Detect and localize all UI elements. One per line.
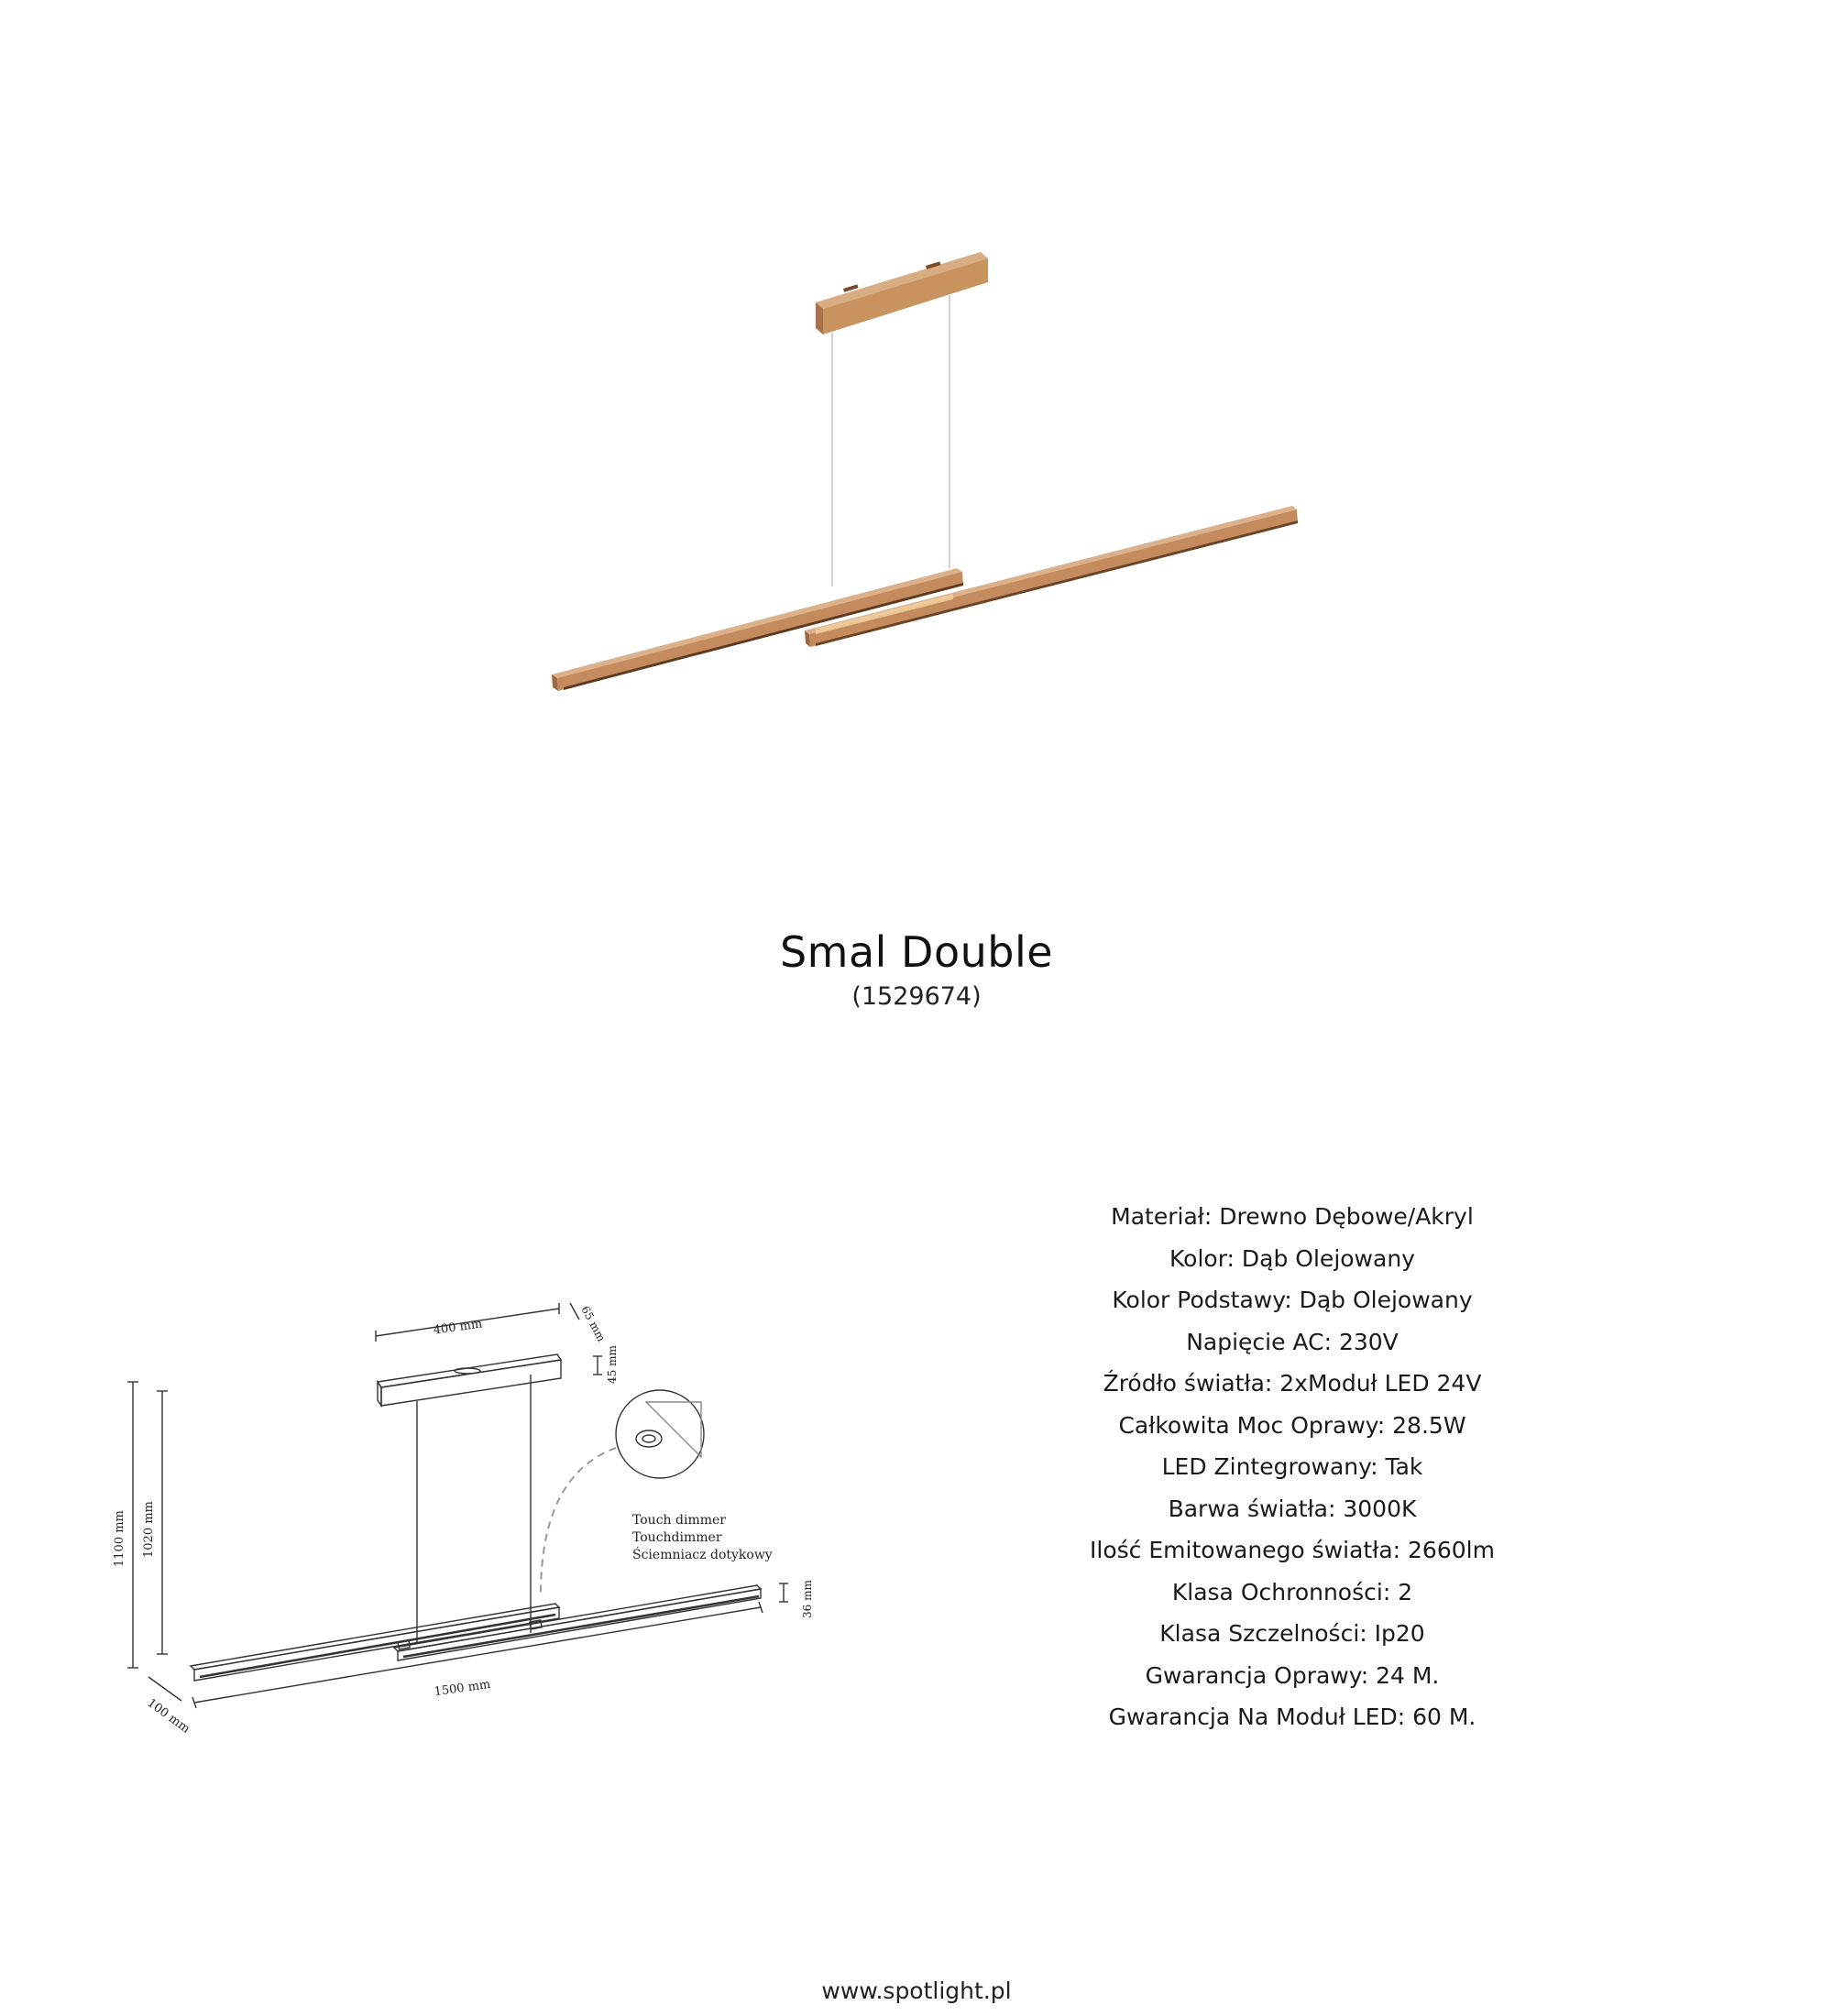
dim-total-height: 1100 mm [113,1510,126,1567]
dimension-diagram [110,1283,825,1741]
spec-voltage: Napięcie AC: 230V [1186,1328,1399,1355]
website-link[interactable]: www.spotlight.pl [821,1978,1012,2004]
spec-protection-class: Klasa Ochronności: 2 [1171,1578,1413,1605]
spec-led-warranty: Gwarancja Na Moduł LED: 60 M. [1108,1704,1476,1730]
spec-list [1045,1196,1540,1738]
product-code: (1529674) [851,982,982,1011]
front-bar [552,568,963,691]
dim-base-width: 400 mm [432,1317,484,1338]
spec-color: Kolor: Dąb Olejowany [1169,1244,1415,1272]
product-name: Smal Double [779,927,1054,977]
spec-total-power: Całkowita Moc Oprawy: 28.5W [1118,1411,1466,1439]
dimmer-label-de: Touchdimmer [632,1530,722,1545]
dim-cable-height: 1020 mm [142,1501,156,1558]
spec-fixture-warranty: Gwarancja Oprawy: 24 M. [1145,1661,1440,1689]
dim-base-height: 45 mm [606,1345,619,1384]
dimmer-label-pl: Ściemniacz dotykowy [632,1548,773,1562]
spec-base-color: Kolor Podstawy: Dąb Olejowany [1112,1287,1473,1313]
spec-luminous-flux: Ilość Emitowanego światła: 2660lm [1090,1537,1495,1563]
title-block [0,927,1833,1011]
canopy [816,252,988,334]
dim-bar-depth: 100 mm [144,1696,192,1737]
dimmer-label-en: Touch dimmer [632,1513,726,1528]
spec-ip-rating: Klasa Szczelności: Ip20 [1159,1620,1425,1647]
spec-material: Materiał: Drewno Dębowe/Akryl [1111,1203,1474,1230]
product-image [513,220,1320,715]
spec-light-source: Źródło światła: 2xModuł LED 24V [1103,1370,1482,1397]
dim-bar-height: 36 mm [801,1580,814,1618]
back-bar [805,506,1298,647]
dim-base-depth: 65 mm [578,1303,609,1344]
spec-color-temperature: Barwa światła: 3000K [1168,1495,1417,1522]
dim-bar-length: 1500 mm [433,1677,492,1700]
spec-integrated-led: LED Zintegrowany: Tak [1161,1453,1423,1480]
